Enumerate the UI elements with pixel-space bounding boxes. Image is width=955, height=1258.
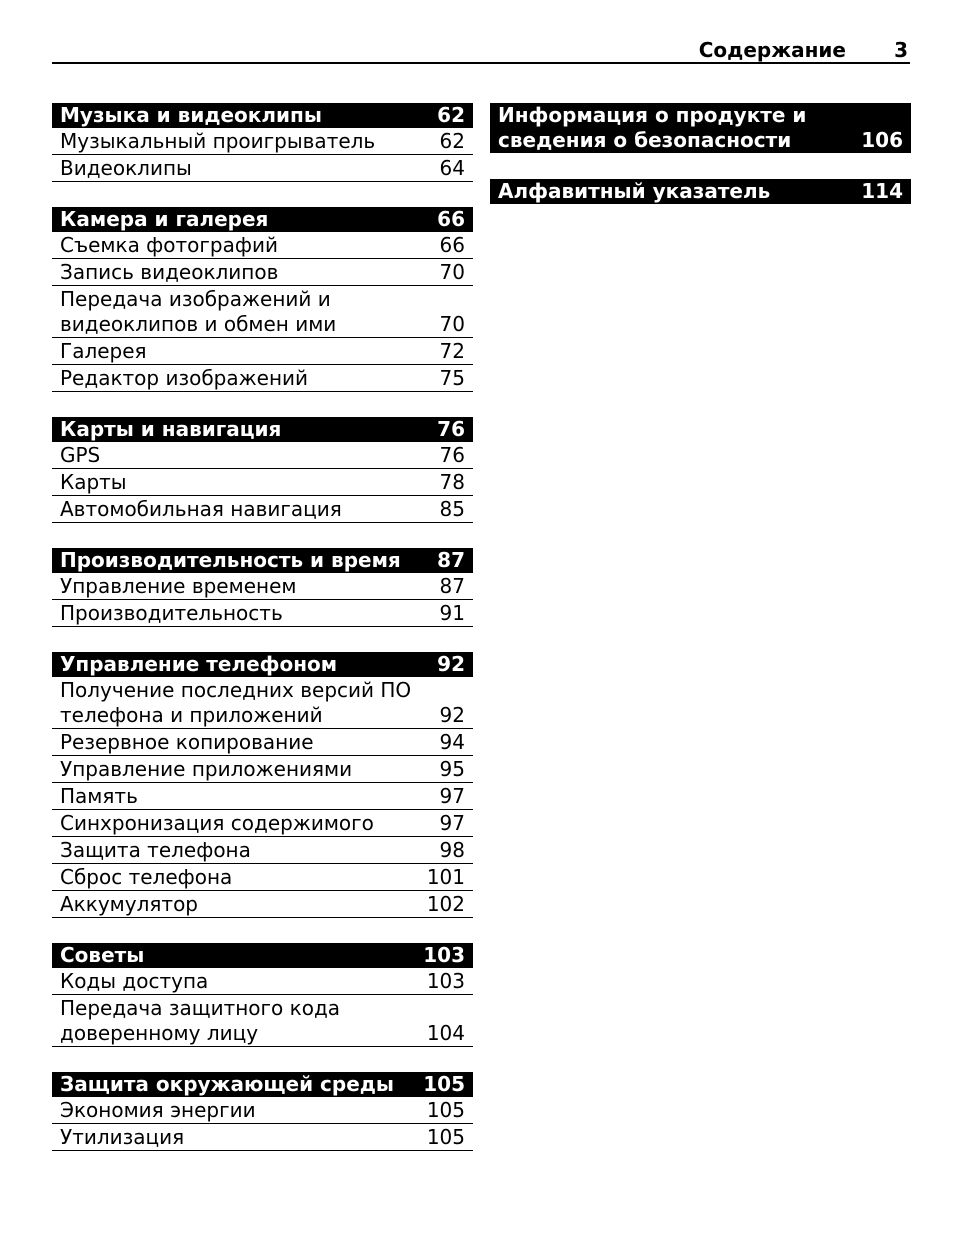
toc-entry-title: Производительность: [60, 601, 283, 625]
toc-entry-page: 102: [426, 892, 465, 916]
toc-section-page: 103: [423, 943, 465, 967]
toc-entry-page: 62: [439, 129, 465, 153]
toc-entry[interactable]: [52, 968, 473, 995]
toc-section-page: 106: [861, 128, 903, 152]
toc-section: [52, 207, 473, 392]
toc-section: [52, 103, 473, 182]
toc-entry-title: Управление приложениями: [60, 757, 353, 781]
toc-entry-page: 104: [426, 1021, 465, 1045]
toc-entry[interactable]: [52, 837, 473, 864]
toc-entry-page: 70: [439, 312, 465, 336]
toc-left-column: [52, 103, 473, 1176]
toc-entry-page: 94: [439, 730, 465, 754]
toc-section-heading[interactable]: [52, 417, 473, 442]
toc-entry-page: 70: [439, 260, 465, 284]
toc-section-title: Советы: [60, 943, 145, 967]
toc-entry[interactable]: [52, 365, 473, 392]
toc-entry-page: 105: [426, 1125, 465, 1149]
toc-entry[interactable]: [52, 496, 473, 523]
toc-section-page: 66: [437, 207, 465, 231]
toc-entry-title: Защита телефона: [60, 838, 251, 862]
toc-section-heading[interactable]: [490, 103, 911, 153]
toc-section-title: Музыка и видеоклипы: [60, 103, 322, 127]
toc-section-heading[interactable]: [52, 1072, 473, 1097]
toc-section-heading[interactable]: [52, 548, 473, 573]
toc-entry-title: Управление временем: [60, 574, 297, 598]
toc-entry-page: 101: [426, 865, 465, 889]
toc-entry[interactable]: [52, 756, 473, 783]
toc-entry-title: Экономия энергии: [60, 1098, 256, 1122]
toc-entry-title: Карты: [60, 470, 127, 494]
toc-section-page: 114: [861, 179, 903, 203]
toc-entry-title: Сброс телефона: [60, 865, 233, 889]
toc-entry-page: 98: [439, 838, 465, 862]
toc-entry-title: Коды доступа: [60, 969, 209, 993]
toc-entry-page: 92: [439, 703, 465, 727]
toc-section: [52, 652, 473, 918]
toc-entry-page: 97: [439, 811, 465, 835]
page-number: 3: [894, 38, 908, 62]
toc-entry[interactable]: [52, 338, 473, 365]
toc-entry-page: 95: [439, 757, 465, 781]
toc-entry-page: 64: [439, 156, 465, 180]
toc-right-column: [490, 103, 911, 230]
toc-entry[interactable]: [52, 1124, 473, 1151]
toc-section-title: Камера и галерея: [60, 207, 269, 231]
toc-entry-page: 97: [439, 784, 465, 808]
toc-entry[interactable]: [52, 469, 473, 496]
toc-entry[interactable]: [52, 442, 473, 469]
toc-entry-page: 66: [439, 233, 465, 257]
toc-section-page: 76: [437, 417, 465, 441]
toc-section-page: 105: [423, 1072, 465, 1096]
toc-section-heading[interactable]: [52, 207, 473, 232]
toc-entry-title: Видеоклипы: [60, 156, 192, 180]
toc-entry-title: Синхронизация содержимого: [60, 811, 374, 835]
toc-entry-title: Музыкальный проигрыватель: [60, 129, 376, 153]
toc-entry-page: 72: [439, 339, 465, 363]
toc-entry-title: Память: [60, 784, 138, 808]
toc-entry[interactable]: [52, 1097, 473, 1124]
toc-entry[interactable]: [52, 259, 473, 286]
toc-entry-page: 76: [439, 443, 465, 467]
toc-entry-title: Редактор изображений: [60, 366, 309, 390]
toc-entry[interactable]: [52, 677, 473, 729]
toc-section-title: Защита окружающей среды: [60, 1072, 395, 1096]
toc-section-heading[interactable]: [52, 652, 473, 677]
toc-entry-title: Резервное копирование: [60, 730, 314, 754]
toc-section-title: Информация о продукте и сведения о безопасности: [498, 103, 807, 152]
toc-entry[interactable]: [52, 573, 473, 600]
toc-entry-page: 91: [439, 601, 465, 625]
toc-entry[interactable]: [52, 600, 473, 627]
page-header-title: Содержание: [698, 38, 846, 62]
toc-entry-title: Автомобильная навигация: [60, 497, 342, 521]
toc-section: [52, 417, 473, 523]
toc-section-page: 92: [437, 652, 465, 676]
page-header: [52, 36, 910, 64]
toc-section-heading[interactable]: [490, 179, 911, 204]
toc-section-title: Алфавитный указатель: [498, 179, 771, 203]
toc-section: [52, 548, 473, 627]
toc-section: [490, 179, 911, 204]
toc-entry-title: Галерея: [60, 339, 147, 363]
toc-entry-title: GPS: [60, 443, 101, 467]
toc-entry[interactable]: [52, 995, 473, 1047]
toc-entry-title: Утилизация: [60, 1125, 185, 1149]
toc-section-heading[interactable]: [52, 103, 473, 128]
toc-entry-page: 75: [439, 366, 465, 390]
toc-entry-title: Передача изображений и видеоклипов и обмен ими: [60, 287, 337, 336]
toc-entry-page: 105: [426, 1098, 465, 1122]
toc-entry-title: Запись видеоклипов: [60, 260, 279, 284]
toc-entry[interactable]: [52, 864, 473, 891]
toc-entry[interactable]: [52, 783, 473, 810]
toc-section-title: Управление телефоном: [60, 652, 338, 676]
toc-entry[interactable]: [52, 128, 473, 155]
toc-section: [490, 103, 911, 153]
toc-section-page: 62: [437, 103, 465, 127]
toc-entry[interactable]: [52, 286, 473, 338]
toc-entry[interactable]: [52, 232, 473, 259]
toc-entry-page: 87: [439, 574, 465, 598]
toc-entry-title: Передача защитного кода доверенному лицу: [60, 996, 341, 1045]
toc-entry-title: Съемка фотографий: [60, 233, 278, 257]
toc-section-title: Производительность и время: [60, 548, 401, 572]
toc-entry[interactable]: [52, 729, 473, 756]
toc-section: [52, 943, 473, 1047]
toc-entry-title: Получение последних версий ПО телефона и приложений: [60, 678, 412, 727]
toc-entry[interactable]: [52, 891, 473, 918]
toc-section-page: 87: [437, 548, 465, 572]
toc-entry[interactable]: [52, 155, 473, 182]
toc-entry-page: 78: [439, 470, 465, 494]
toc-section-title: Карты и навигация: [60, 417, 282, 441]
toc-entry-page: 103: [426, 969, 465, 993]
toc-entry-title: Аккумулятор: [60, 892, 198, 916]
toc-entry-page: 85: [439, 497, 465, 521]
toc-entry[interactable]: [52, 810, 473, 837]
toc-section: [52, 1072, 473, 1151]
toc-section-heading[interactable]: [52, 943, 473, 968]
